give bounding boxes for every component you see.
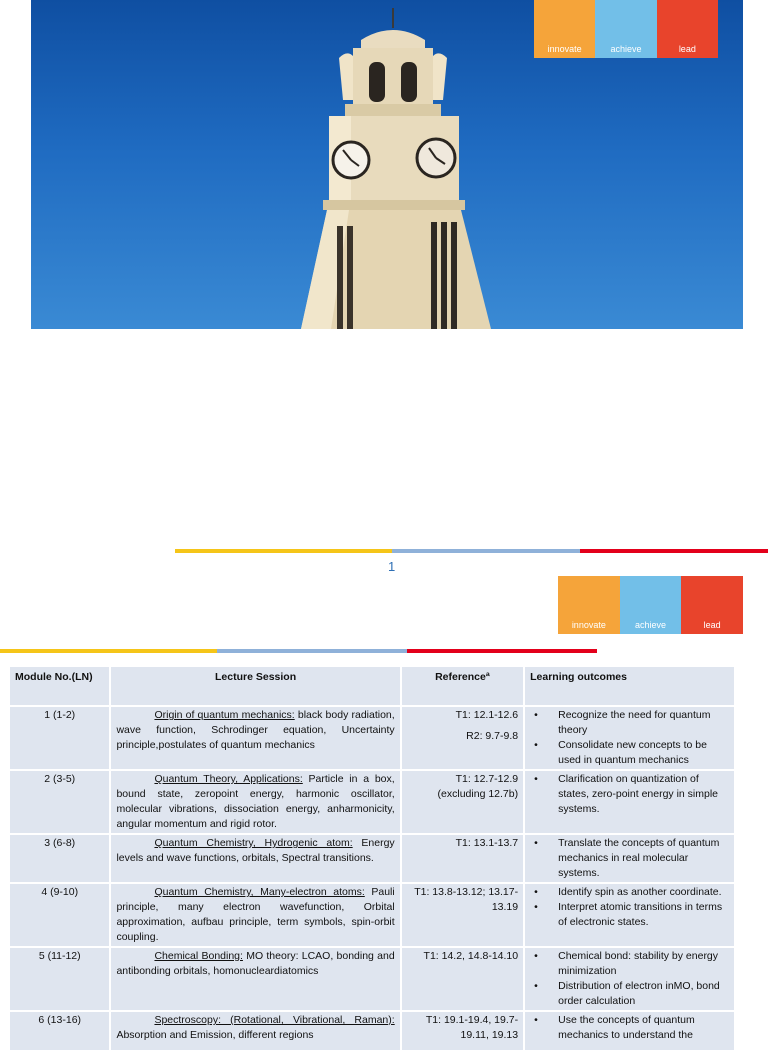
outcome-item: • Interpret atomic transitions in terms of electronic states. xyxy=(530,900,729,930)
lecture-session-cell xyxy=(110,706,400,770)
reference-line: T1: 13.1-13.7 xyxy=(455,837,519,849)
session-details: Absorption and Emission, different regions xyxy=(116,1029,314,1041)
learning-outcomes-cell xyxy=(524,883,735,947)
outcome-item: • Distribution of electron inMO, bond order calculation xyxy=(530,979,729,1009)
outcomes-list xyxy=(530,836,729,881)
module-cell: 6 (13-16) xyxy=(9,1011,110,1051)
session-details: Pauli principle, many electron wavefunction, Orbital approximation, aufbau principle, term symbols, spin-orbit coupling. xyxy=(116,886,395,943)
outcomes-list xyxy=(530,772,729,817)
outcome-item: • Consolidate new concepts to be used in quantum mechanics xyxy=(530,738,729,768)
reference-line: T1: 19.1-19.4, 19.7-19.11, 19.13 xyxy=(425,1014,519,1041)
learning-outcomes-cell xyxy=(524,1011,735,1051)
module-cell: 2 (3-5) xyxy=(9,770,110,834)
outcome-item: • Recognize the need for quantum theory xyxy=(530,708,729,738)
reference-line: T1: 13.8-13.12; 13.17-13.19 xyxy=(414,886,519,913)
table-header-row xyxy=(9,666,735,706)
rule-yellow-2 xyxy=(0,649,217,653)
session-topic: Quantum Theory, Applications: xyxy=(154,773,303,785)
brand-achieve: achieve xyxy=(595,0,656,58)
lecture-session-cell xyxy=(110,770,400,834)
outcome-item: • Clarification on quantization of states, zero-point energy in simple systems. xyxy=(530,772,729,817)
reference-cell xyxy=(401,883,524,947)
rule-yellow-1 xyxy=(175,549,392,553)
lecture-session-cell xyxy=(110,834,400,883)
module-cell: 4 (9-10) xyxy=(9,883,110,947)
outcomes-list xyxy=(530,1013,729,1043)
session-details: Energy levels and wave functions, orbitals, Spectral transitions. xyxy=(116,837,395,864)
header-learning-outcomes: Learning outcomes xyxy=(524,666,735,706)
session-details: MO theory: LCAO, bonding and antibonding orbitals, homonucleardiatomics xyxy=(116,950,395,977)
session-topic: Spectroscopy: (Rotational, Vibrational, Raman): xyxy=(154,1014,395,1026)
outcomes-list xyxy=(530,708,729,768)
brand-innovate: innovate xyxy=(558,576,620,634)
session-topic: Quantum Chemistry, Hydrogenic atom: xyxy=(154,837,353,849)
reference-cell xyxy=(401,706,524,770)
rule-red-2 xyxy=(407,649,597,653)
module-cell: 1 (1-2) xyxy=(9,706,110,770)
session-topic: Origin of quantum mechanics: xyxy=(154,709,295,721)
table-row xyxy=(9,947,735,1011)
learning-outcomes-cell xyxy=(524,706,735,770)
lecture-session-cell xyxy=(110,883,400,947)
reference-cell xyxy=(401,834,524,883)
header-module: Module No.(LN) xyxy=(9,666,110,706)
reference-cell xyxy=(401,770,524,834)
header-reference: Referenceª xyxy=(401,666,524,706)
table-row xyxy=(9,883,735,947)
table-row xyxy=(9,706,735,770)
rule-blue-1 xyxy=(392,549,580,553)
session-topic: Chemical Bonding: xyxy=(154,950,243,962)
course-plan-table xyxy=(8,665,736,1052)
brand-innovate: innovate xyxy=(534,0,595,58)
table-row xyxy=(9,834,735,883)
module-cell: 5 (11-12) xyxy=(9,947,110,1011)
brand-banner-bottom xyxy=(558,576,743,634)
session-details: black body radiation, wave function, Schrodinger equation, Uncertainty principle,postulates of quantum mechanics xyxy=(116,709,395,751)
reference-line: T1: 14.2, 14.8-14.10 xyxy=(423,950,519,962)
learning-outcomes-cell xyxy=(524,770,735,834)
brand-achieve: achieve xyxy=(620,576,682,634)
outcomes-list xyxy=(530,885,729,930)
rule-blue-2 xyxy=(217,649,407,653)
reference-cell xyxy=(401,947,524,1011)
lecture-session-cell xyxy=(110,947,400,1011)
brand-lead: lead xyxy=(681,576,743,634)
outcome-item: • Translate the concepts of quantum mechanics in real molecular systems. xyxy=(530,836,729,881)
page-number: 1 xyxy=(388,559,396,574)
reference-cell xyxy=(401,1011,524,1051)
outcome-item: • Chemical bond: stability by energy minimization xyxy=(530,949,729,979)
lecture-session-cell xyxy=(110,1011,400,1051)
reference-line: T1: 12.1-12.6 xyxy=(455,709,519,721)
header-lecture-session: Lecture Session xyxy=(110,666,400,706)
session-details: Particle in a box, bound state, zeropoint energy, harmonic oscillator, molecular vibrations, dissociation energy, anharmonicity, angular momentum and rigid rotor. xyxy=(116,773,395,830)
reference-line: T1: 12.7-12.9 (excluding 12.7b) xyxy=(437,773,519,800)
rule-red-1 xyxy=(580,549,768,553)
module-cell: 3 (6-8) xyxy=(9,834,110,883)
table-row xyxy=(9,770,735,834)
outcome-item: • Identify spin as another coordinate. xyxy=(530,885,729,900)
brand-lead: lead xyxy=(657,0,718,58)
outcome-item: • Use the concepts of quantum mechanics to understand the xyxy=(530,1013,729,1043)
reference-line: R2: 9.7-9.8 xyxy=(466,730,519,742)
outcomes-list xyxy=(530,949,729,1009)
table-row xyxy=(9,1011,735,1051)
brand-banner-top xyxy=(534,0,718,58)
learning-outcomes-cell xyxy=(524,834,735,883)
session-topic: Quantum Chemistry, Many-electron atoms: xyxy=(154,886,365,898)
learning-outcomes-cell xyxy=(524,947,735,1011)
